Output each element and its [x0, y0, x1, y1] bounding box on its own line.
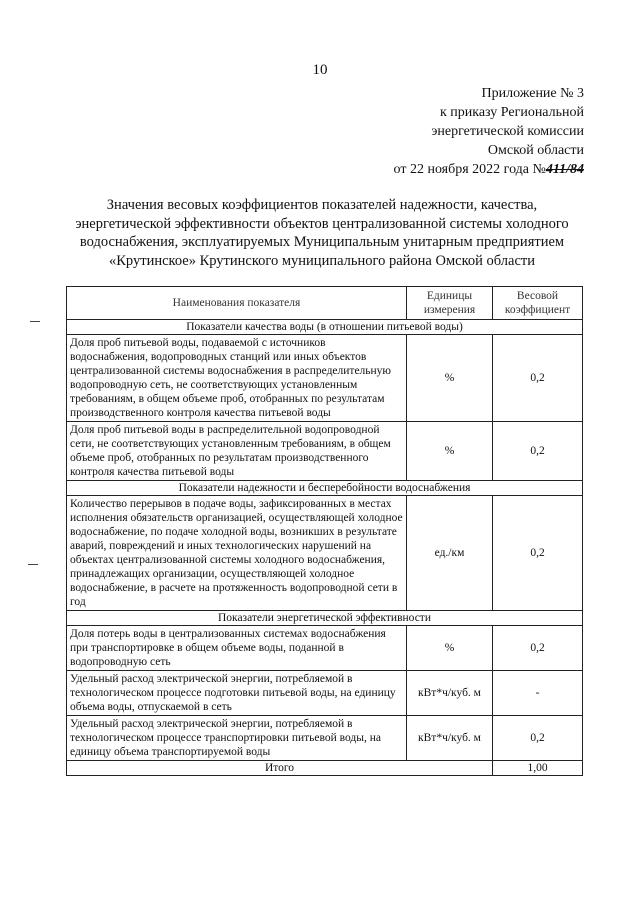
title-line: Значения весовых коэффициентов показателей надежности, качества, [106, 197, 538, 213]
table-row [67, 422, 583, 481]
indicator-coef: 0,2 [493, 716, 583, 761]
total-row [67, 761, 583, 776]
total-label: Итого [67, 761, 493, 776]
coefficients-table [66, 286, 583, 776]
appendix-date-line [394, 160, 584, 179]
title-line: водоснабжения, эксплуатируемых Муниципальным унитарным предприятием [79, 234, 565, 250]
indicator-coef: 0,2 [493, 335, 583, 422]
page-number: 10 [312, 62, 328, 78]
section-title: Показатели надежности и бесперебойности водоснабжения [67, 481, 583, 496]
indicator-unit: ед./км [407, 496, 493, 611]
header-name: Наименования показателя [67, 287, 407, 320]
appendix-line: к приказу Региональной [439, 105, 584, 120]
appendix-line: энергетической комиссии [431, 124, 584, 139]
section-row-energy [67, 611, 583, 626]
order-number: 411/84 [545, 162, 584, 177]
indicator-unit: % [407, 335, 493, 422]
indicator-name: Удельный расход электрической энергии, потребляемой в технологическом процессе транспортировки питьевой воды, на единицу объема транспортируемой воды [67, 716, 407, 761]
margin-mark [30, 321, 40, 322]
section-row-quality [67, 320, 583, 335]
indicator-unit: % [407, 626, 493, 671]
appendix-line: Приложение № 3 [481, 86, 584, 101]
table-header-row [67, 287, 583, 320]
title-line: энергетической эффективности объектов централизованной системы холодного [75, 215, 569, 232]
title-line: «Крутинское» Крутинского муниципального района Омской области [109, 252, 535, 269]
document-title [62, 196, 582, 270]
table-row [67, 716, 583, 761]
appendix-line: Омской области [487, 143, 584, 158]
indicator-unit: кВт*ч/куб. м [407, 716, 493, 761]
indicator-coef: 0,2 [493, 626, 583, 671]
indicator-name: Доля потерь воды в централизованных системах водоснабжения при транспортировке в общем объеме воды, поданной в водопроводную сеть [67, 626, 407, 671]
section-title: Показатели качества воды (в отношении питьевой воды) [67, 320, 583, 335]
appendix-date: от 22 ноября 2022 года № [393, 162, 546, 177]
indicator-unit: кВт*ч/куб. м [407, 671, 493, 716]
indicator-coef: - [493, 671, 583, 716]
indicator-name: Количество перерывов в подаче воды, зафиксированных в местах исполнения обязательств организацией, осуществляющей холодное водоснабжение, по подаче холодной воды, возникших в результате аварий, повреждений и иных технологических нарушений на объектах централизованной системы холодного водоснабжения, принадлежащих организации, осуществляющей холодное водоснабжение, в расчете на протяженность водопроводной сети в год [67, 496, 407, 611]
section-row-reliability [67, 481, 583, 496]
indicator-unit: % [407, 422, 493, 481]
indicator-name: Доля проб питьевой воды, подаваемой с источников водоснабжения, водопроводных станций или иных объектов централизованной системы водоснабжения в распределительную водопроводную сеть, не соответствующих установленным требованиям, в общем объеме проб, отобранных по результатам производственного контроля качества питьевой воды [67, 335, 407, 422]
table-row [67, 671, 583, 716]
appendix-block [394, 84, 584, 179]
header-coef: Весовой коэффициент [493, 287, 583, 320]
table-row [67, 626, 583, 671]
indicator-name: Удельный расход электрической энергии, потребляемой в технологическом процессе подготовки питьевой воды, на единицу объема воды, отпускаемой в сеть [67, 671, 407, 716]
header-unit: Единицы измерения [407, 287, 493, 320]
indicator-coef: 0,2 [493, 422, 583, 481]
table-row [67, 335, 583, 422]
indicator-name: Доля проб питьевой воды в распределительной водопроводной сети, не соответствующих установленным требованиям, в общем объеме проб, отобранных по результатам производственного контроля качества питьевой воды [67, 422, 407, 481]
margin-mark [28, 564, 38, 565]
section-title: Показатели энергетической эффективности [67, 611, 583, 626]
indicator-coef: 0,2 [493, 496, 583, 611]
table-row [67, 496, 583, 611]
total-value: 1,00 [493, 761, 583, 776]
